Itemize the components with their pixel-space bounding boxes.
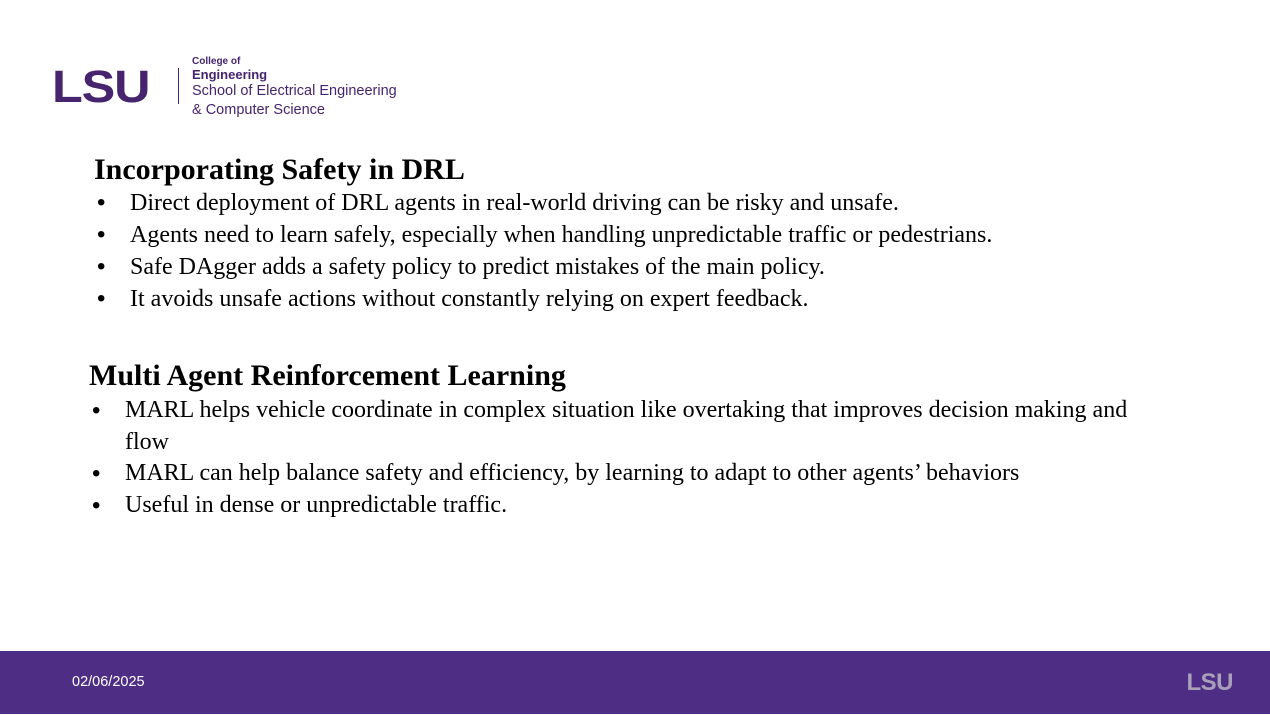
bullet-text: Direct deployment of DRL agents in real-world driving can be risky and unsafe. (130, 190, 899, 216)
bullet-text: MARL helps vehicle coordinate in complex situation like overtaking that improves decision making and flow (125, 397, 1128, 455)
bullet-icon: • (97, 285, 106, 312)
section-title: Incorporating Safety in DRL (94, 153, 465, 186)
bullet-item (94, 187, 1194, 219)
bullet-icon: • (97, 189, 106, 216)
section-marl (89, 360, 1159, 521)
bullet-icon: • (92, 397, 101, 424)
bullet-item (94, 283, 1194, 315)
logo-text (192, 56, 397, 120)
bullet-item (94, 219, 1194, 251)
slide-date: 02/06/2025 (72, 674, 145, 690)
section-safety-drl (94, 154, 1194, 315)
bullet-list (89, 395, 1159, 521)
section-title: Multi Agent Reinforcement Learning (89, 359, 566, 392)
logo-engineering: Engineering (192, 67, 268, 82)
bullet-item (89, 490, 1159, 522)
bullet-text: It avoids unsafe actions without constantly relying on expert feedback. (130, 286, 809, 312)
logo-school-name-cont: & Computer Science (192, 102, 325, 118)
footer-lsu-logo: LSU (1186, 669, 1233, 696)
bullet-text: Agents need to learn safely, especially when handling unpredictable traffic or pedestrians. (130, 222, 993, 248)
footer-bar (0, 651, 1270, 714)
logo-school-name: School of Electrical Engineering (192, 83, 397, 99)
bullet-text: MARL can help balance safety and efficiency, by learning to adapt to other agents’ behaviors (125, 460, 1020, 486)
lsu-wordmark: LSU (52, 61, 150, 112)
bullet-text: Useful in dense or unpredictable traffic. (125, 491, 508, 518)
logo-college-of: College of (192, 56, 241, 67)
bullet-item (89, 395, 1159, 458)
bullet-icon: • (97, 221, 106, 248)
bullet-list (94, 187, 1194, 315)
logo-divider (178, 68, 179, 104)
bullet-text: Safe DAgger adds a safety policy to predict mistakes of the main policy. (130, 254, 825, 280)
bullet-item (94, 251, 1194, 283)
bullet-icon: • (97, 253, 106, 280)
bullet-icon: • (92, 460, 101, 487)
bullet-icon: • (92, 491, 101, 519)
bullet-item (89, 458, 1159, 490)
